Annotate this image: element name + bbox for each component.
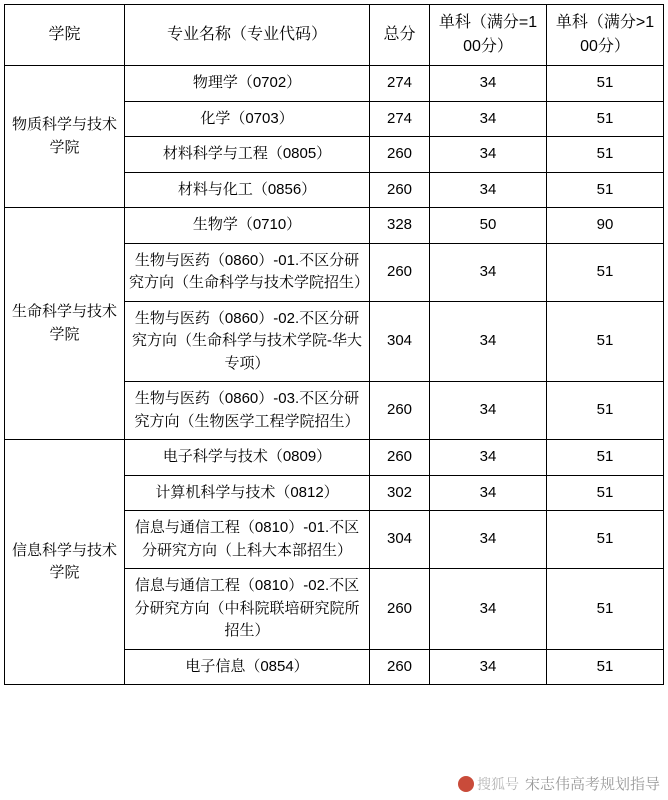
single-over-100-cell: 51 — [547, 301, 664, 382]
major-cell: 材料与化工（0856） — [125, 172, 370, 208]
single-100-cell: 34 — [430, 101, 547, 137]
total-score-cell: 274 — [370, 101, 430, 137]
college-cell: 信息科学与技术学院 — [5, 440, 125, 685]
major-cell: 材料科学与工程（0805） — [125, 137, 370, 173]
watermark — [458, 773, 660, 794]
header-major: 专业名称（专业代码） — [125, 5, 370, 66]
single-over-100-cell: 51 — [547, 243, 664, 301]
single-100-cell: 34 — [430, 475, 547, 511]
major-cell: 物理学（0702） — [125, 66, 370, 102]
total-score-cell: 260 — [370, 243, 430, 301]
single-over-100-cell: 90 — [547, 208, 664, 244]
total-score-cell: 304 — [370, 511, 430, 569]
total-score-cell: 260 — [370, 137, 430, 173]
table-row — [5, 208, 664, 244]
watermark-text: 宋志伟高考规划指导 — [524, 776, 660, 793]
single-100-cell: 34 — [430, 511, 547, 569]
admission-score-table — [4, 4, 664, 685]
single-100-cell: 34 — [430, 649, 547, 685]
header-college: 学院 — [5, 5, 125, 66]
header-single-subject-100: 单科（满分=100分） — [430, 5, 547, 66]
major-cell: 生物与医药（0860）-03.不区分研究方向（生物医学工程学院招生） — [125, 382, 370, 440]
college-cell: 物质科学与技术学院 — [5, 66, 125, 208]
single-100-cell: 34 — [430, 569, 547, 650]
table-row — [5, 66, 664, 102]
major-cell: 信息与通信工程（0810）-01.不区分研究方向（上科大本部招生） — [125, 511, 370, 569]
single-over-100-cell: 51 — [547, 649, 664, 685]
single-100-cell: 34 — [430, 440, 547, 476]
major-cell: 电子信息（0854） — [125, 649, 370, 685]
total-score-cell: 328 — [370, 208, 430, 244]
single-over-100-cell: 51 — [547, 66, 664, 102]
single-100-cell: 34 — [430, 172, 547, 208]
watermark-prefix: 搜狐号 — [476, 775, 519, 792]
major-cell: 生物学（0710） — [125, 208, 370, 244]
major-cell: 生物与医药（0860）-02.不区分研究方向（生命科学与技术学院-华大专项） — [125, 301, 370, 382]
single-100-cell: 34 — [430, 66, 547, 102]
single-100-cell: 50 — [430, 208, 547, 244]
single-100-cell: 34 — [430, 301, 547, 382]
single-over-100-cell: 51 — [547, 511, 664, 569]
total-score-cell: 260 — [370, 440, 430, 476]
total-score-cell: 260 — [370, 382, 430, 440]
header-total-score: 总分 — [370, 5, 430, 66]
college-cell: 生命科学与技术学院 — [5, 208, 125, 440]
total-score-cell: 260 — [370, 649, 430, 685]
single-100-cell: 34 — [430, 137, 547, 173]
single-over-100-cell: 51 — [547, 137, 664, 173]
single-over-100-cell: 51 — [547, 382, 664, 440]
major-cell: 生物与医药（0860）-01.不区分研究方向（生命科学与技术学院招生） — [125, 243, 370, 301]
total-score-cell: 260 — [370, 172, 430, 208]
major-cell: 信息与通信工程（0810）-02.不区分研究方向（中科院联培研究院所招生） — [125, 569, 370, 650]
single-over-100-cell: 51 — [547, 475, 664, 511]
table-header-row — [5, 5, 664, 66]
total-score-cell: 304 — [370, 301, 430, 382]
single-100-cell: 34 — [430, 243, 547, 301]
major-cell: 电子科学与技术（0809） — [125, 440, 370, 476]
total-score-cell: 274 — [370, 66, 430, 102]
single-over-100-cell: 51 — [547, 440, 664, 476]
total-score-cell: 260 — [370, 569, 430, 650]
single-over-100-cell: 51 — [547, 172, 664, 208]
major-cell: 化学（0703） — [125, 101, 370, 137]
single-100-cell: 34 — [430, 382, 547, 440]
total-score-cell: 302 — [370, 475, 430, 511]
single-over-100-cell: 51 — [547, 569, 664, 650]
table-row — [5, 440, 664, 476]
sohu-logo-icon — [458, 774, 519, 794]
single-over-100-cell: 51 — [547, 101, 664, 137]
header-single-subject-over-100: 单科（满分>100分） — [547, 5, 664, 66]
major-cell: 计算机科学与技术（0812） — [125, 475, 370, 511]
